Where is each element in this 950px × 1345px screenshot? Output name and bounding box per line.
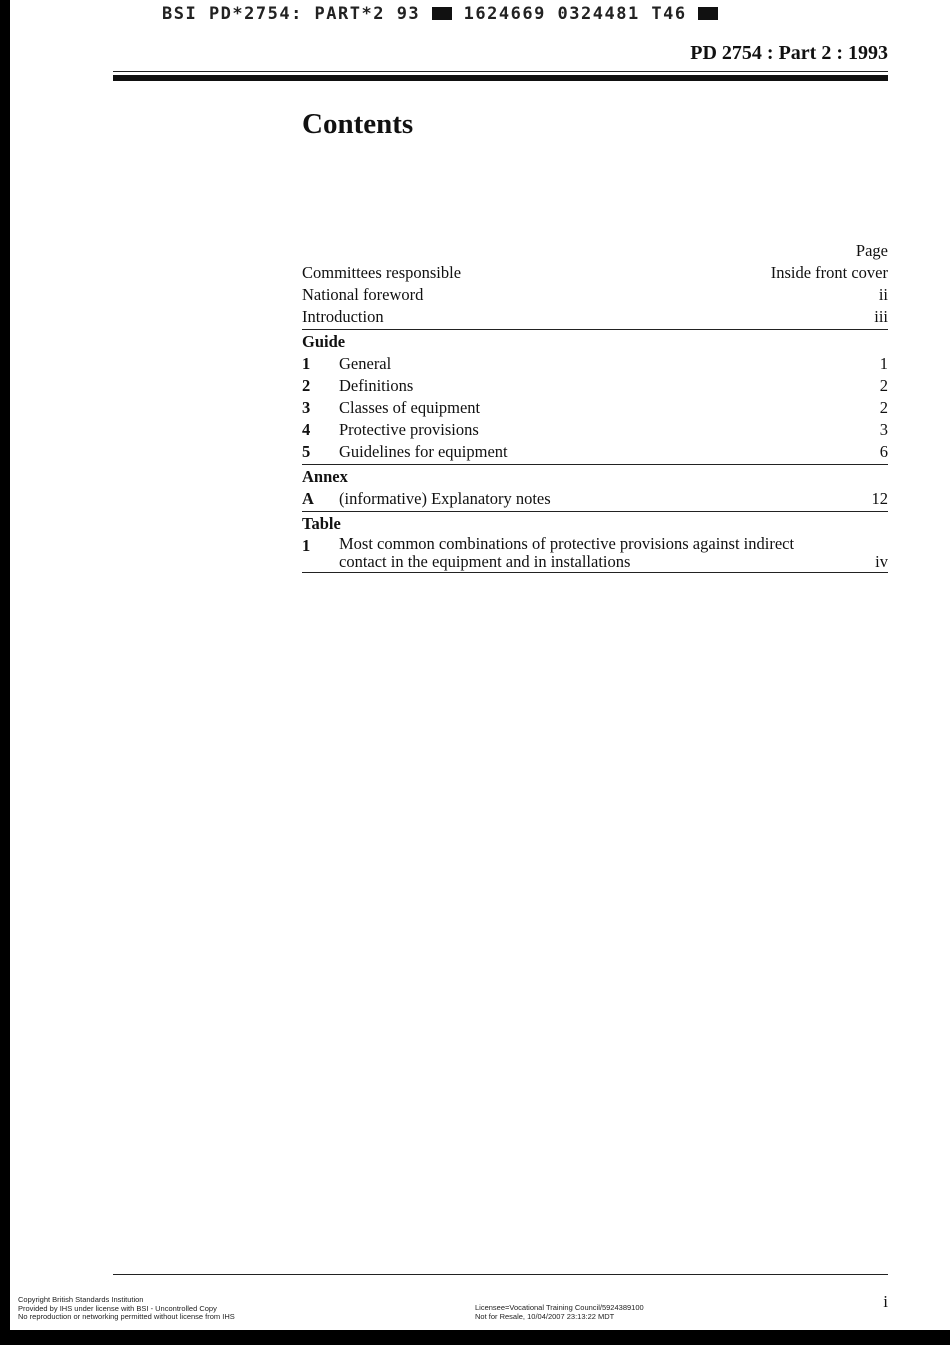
toc-entry-page: ii (878, 285, 888, 304)
toc-entry-number: 3 (302, 398, 311, 417)
page-title: Contents (302, 108, 414, 140)
toc-entry-label: Guidelines for equipment (339, 442, 508, 461)
toc-entry[interactable] (302, 284, 888, 306)
front-matter-section (302, 262, 888, 330)
toc-entry[interactable] (302, 488, 888, 510)
licensee-notice (475, 1304, 644, 1321)
document-reference: PD 2754 : Part 2 : 1993 (690, 42, 888, 64)
toc-entry-page: iv (875, 552, 888, 571)
toc-entry-number: 2 (302, 376, 311, 395)
toc-entry-label: Classes of equipment (339, 398, 481, 417)
toc-entry-page: 6 (879, 442, 888, 461)
toc-entry-label: Definitions (339, 376, 414, 395)
toc-entry-page: 3 (879, 420, 888, 439)
toc-entry-label: General (339, 354, 392, 373)
table-section (302, 513, 888, 573)
toc-entry[interactable] (302, 535, 888, 571)
toc-entry-number: A (302, 489, 314, 508)
toc-entry-page: 2 (879, 398, 888, 417)
toc-entry[interactable] (302, 306, 888, 328)
toc-entry-page: 2 (879, 376, 888, 395)
toc-entry-page: 12 (871, 489, 888, 508)
footer-rule (113, 1274, 888, 1275)
toc-entry[interactable] (302, 353, 888, 375)
section-heading-table: Table (302, 514, 341, 533)
header-rule-thick (113, 75, 888, 81)
toc-entry-number: 4 (302, 420, 311, 439)
scan-code-part-1: BSI PD*2754: PART*2 93 (162, 4, 421, 24)
toc-entry-label (339, 535, 875, 571)
toc-entry-page: 1 (879, 354, 888, 373)
document-page (10, 0, 950, 1330)
toc-entry[interactable] (302, 262, 888, 284)
scan-code-part-2: 1624669 0324481 T46 (463, 4, 687, 24)
annex-section (302, 466, 888, 512)
toc-entry-number: 1 (302, 536, 311, 555)
scan-block-mark (698, 7, 718, 20)
section-heading-annex: Annex (302, 467, 348, 486)
scan-block-mark (432, 7, 452, 20)
toc-entry-label-line-1: Most common combinations of protective provisions against indirect (339, 534, 795, 553)
header-rule-thin (113, 71, 888, 72)
toc-entry-label: National foreword (302, 285, 424, 304)
toc-entry-label-line-2: contact in the equipment and in installations (339, 552, 631, 571)
toc-entry-page: iii (874, 307, 888, 326)
toc-entry[interactable] (302, 419, 888, 441)
toc-entry-number: 1 (302, 354, 311, 373)
toc-entry-label: (informative) Explanatory notes (339, 489, 551, 508)
reproduction-line: No reproduction or networking permitted without license from IHS (18, 1312, 235, 1321)
guide-section (302, 331, 888, 465)
toc-entry[interactable] (302, 441, 888, 463)
toc-entry-number: 5 (302, 442, 311, 461)
toc-entry-label: Introduction (302, 307, 384, 326)
toc-entry-label: Protective provisions (339, 420, 479, 439)
page-column-header: Page (855, 241, 888, 260)
licensee-line: Licensee=Vocational Training Council/5924389100 (475, 1303, 644, 1312)
copyright-line: Copyright British Standards Institution (18, 1295, 144, 1304)
toc-entry[interactable] (302, 375, 888, 397)
section-heading-guide: Guide (302, 332, 346, 351)
toc-entry-page: Inside front cover (770, 263, 888, 282)
page-number: i (883, 1292, 888, 1311)
toc-entry[interactable] (302, 397, 888, 419)
copyright-notice (18, 1296, 235, 1322)
resale-line: Not for Resale, 10/04/2007 23:13:22 MDT (475, 1311, 615, 1321)
table-of-contents (302, 240, 888, 573)
scan-code-header (162, 4, 718, 24)
license-line: Provided by IHS under license with BSI - Uncontrolled Copy (18, 1303, 217, 1313)
toc-entry-label: Committees responsible (302, 263, 462, 282)
